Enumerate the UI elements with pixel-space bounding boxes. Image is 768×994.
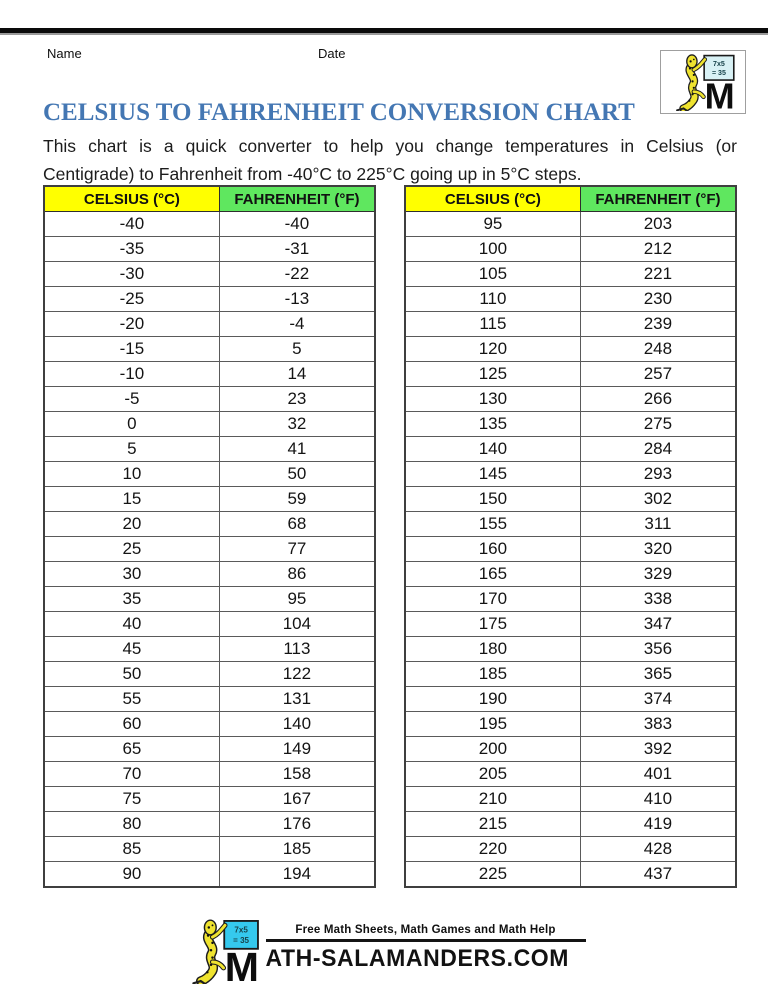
fahrenheit-cell: 356 — [580, 637, 736, 662]
fahrenheit-cell: 77 — [219, 537, 375, 562]
table-row — [405, 812, 736, 837]
celsius-cell: 170 — [405, 587, 580, 612]
fahrenheit-header-cell: FAHRENHEIT (°F) — [219, 186, 375, 212]
fahrenheit-cell: 428 — [580, 837, 736, 862]
fahrenheit-cell: -4 — [219, 312, 375, 337]
celsius-cell: 205 — [405, 762, 580, 787]
table-row — [44, 487, 375, 512]
salamander-icon — [183, 918, 264, 984]
math-salamanders-logo — [660, 50, 746, 114]
table-row — [44, 237, 375, 262]
table-row — [44, 712, 375, 737]
fahrenheit-cell: -31 — [219, 237, 375, 262]
table-row — [44, 462, 375, 487]
table-row — [405, 562, 736, 587]
site-name: ATH-SALAMANDERS.COM — [265, 944, 570, 972]
fahrenheit-cell: 131 — [219, 687, 375, 712]
celsius-cell: -35 — [44, 237, 219, 262]
celsius-cell: 130 — [405, 387, 580, 412]
fahrenheit-cell: 203 — [580, 212, 736, 237]
celsius-cell: 145 — [405, 462, 580, 487]
celsius-cell: 185 — [405, 662, 580, 687]
table-row — [405, 862, 736, 888]
conversion-table-left — [43, 185, 376, 888]
footer-tagline: Free Math Sheets, Math Games and Math Help — [295, 924, 556, 936]
fahrenheit-cell: 275 — [580, 412, 736, 437]
footer-text-block — [266, 924, 586, 971]
table-row — [44, 437, 375, 462]
name-label: Name — [47, 46, 82, 61]
celsius-cell: -30 — [44, 262, 219, 287]
table-row — [44, 387, 375, 412]
table-row — [405, 312, 736, 337]
table-row — [44, 787, 375, 812]
table-row — [405, 337, 736, 362]
footer-logo — [183, 918, 586, 984]
table-row — [44, 537, 375, 562]
logo-m-letter: M — [224, 944, 259, 984]
table-row — [44, 662, 375, 687]
fahrenheit-cell: 230 — [580, 287, 736, 312]
fahrenheit-cell: 284 — [580, 437, 736, 462]
fahrenheit-cell: 68 — [219, 512, 375, 537]
celsius-cell: 165 — [405, 562, 580, 587]
fahrenheit-cell: 158 — [219, 762, 375, 787]
celsius-cell: 110 — [405, 287, 580, 312]
table-row — [44, 812, 375, 837]
fahrenheit-cell: 320 — [580, 537, 736, 562]
celsius-cell: 5 — [44, 437, 219, 462]
fahrenheit-cell: 95 — [219, 587, 375, 612]
fahrenheit-cell: 293 — [580, 462, 736, 487]
celsius-cell: -10 — [44, 362, 219, 387]
fahrenheit-cell: 185 — [219, 837, 375, 862]
fahrenheit-cell: 383 — [580, 712, 736, 737]
conversion-tables — [43, 185, 737, 888]
logo-board-text: = 35 — [232, 935, 249, 945]
celsius-cell: 0 — [44, 412, 219, 437]
fahrenheit-cell: 86 — [219, 562, 375, 587]
fahrenheit-cell: 41 — [219, 437, 375, 462]
date-label: Date — [318, 46, 346, 61]
fahrenheit-cell: 365 — [580, 662, 736, 687]
fahrenheit-cell: 140 — [219, 712, 375, 737]
page-title: CELSIUS TO FAHRENHEIT CONVERSION CHART — [43, 98, 635, 126]
celsius-cell: 135 — [405, 412, 580, 437]
celsius-cell: 100 — [405, 237, 580, 262]
table-row — [405, 287, 736, 312]
fahrenheit-cell: 14 — [219, 362, 375, 387]
celsius-cell: 25 — [44, 537, 219, 562]
table-row — [44, 762, 375, 787]
table-row — [44, 612, 375, 637]
table-row — [405, 462, 736, 487]
table-row — [405, 437, 736, 462]
celsius-cell: 90 — [44, 862, 219, 888]
fahrenheit-cell: 347 — [580, 612, 736, 637]
table-row — [405, 612, 736, 637]
logo-m-letter: M — [704, 75, 735, 111]
fahrenheit-cell: 257 — [580, 362, 736, 387]
table-row — [44, 562, 375, 587]
celsius-cell: 95 — [405, 212, 580, 237]
table-row — [405, 387, 736, 412]
table-row — [44, 637, 375, 662]
celsius-cell: 175 — [405, 612, 580, 637]
fahrenheit-cell: 401 — [580, 762, 736, 787]
conversion-table-right — [404, 185, 737, 888]
celsius-cell: 125 — [405, 362, 580, 387]
celsius-cell: 120 — [405, 337, 580, 362]
salamander-icon — [668, 53, 739, 111]
footer — [0, 918, 768, 984]
table-row — [405, 412, 736, 437]
table-row — [405, 362, 736, 387]
celsius-cell: 105 — [405, 262, 580, 287]
celsius-cell: -25 — [44, 287, 219, 312]
header-rule — [0, 28, 768, 35]
fahrenheit-cell: 392 — [580, 737, 736, 762]
celsius-cell: 75 — [44, 787, 219, 812]
table-row — [44, 312, 375, 337]
celsius-cell: 155 — [405, 512, 580, 537]
fahrenheit-cell: 176 — [219, 812, 375, 837]
table-row — [44, 262, 375, 287]
fahrenheit-cell: 410 — [580, 787, 736, 812]
table-row — [44, 337, 375, 362]
fahrenheit-cell: 248 — [580, 337, 736, 362]
celsius-cell: 50 — [44, 662, 219, 687]
logo-board-text: 7x5 — [712, 59, 725, 68]
table-row — [405, 537, 736, 562]
fahrenheit-cell: 212 — [580, 237, 736, 262]
table-header-row — [405, 186, 736, 212]
table-row — [44, 362, 375, 387]
table-row — [405, 212, 736, 237]
celsius-cell: 15 — [44, 487, 219, 512]
celsius-cell: 85 — [44, 837, 219, 862]
celsius-header-cell: CELSIUS (°C) — [44, 186, 219, 212]
celsius-cell: -5 — [44, 387, 219, 412]
fahrenheit-cell: -13 — [219, 287, 375, 312]
table-row — [405, 737, 736, 762]
celsius-cell: 160 — [405, 537, 580, 562]
fahrenheit-cell: 50 — [219, 462, 375, 487]
table-row — [405, 637, 736, 662]
fahrenheit-cell: 59 — [219, 487, 375, 512]
logo-board-text: 7x5 — [233, 925, 248, 935]
table-row — [44, 412, 375, 437]
celsius-cell: 150 — [405, 487, 580, 512]
table-row — [405, 787, 736, 812]
celsius-cell: 35 — [44, 587, 219, 612]
celsius-cell: 40 — [44, 612, 219, 637]
table-row — [405, 662, 736, 687]
fahrenheit-cell: 239 — [580, 312, 736, 337]
celsius-cell: 65 — [44, 737, 219, 762]
fahrenheit-cell: 149 — [219, 737, 375, 762]
fahrenheit-cell: 113 — [219, 637, 375, 662]
celsius-cell: 60 — [44, 712, 219, 737]
celsius-cell: 115 — [405, 312, 580, 337]
celsius-cell: 55 — [44, 687, 219, 712]
celsius-header-cell: CELSIUS (°C) — [405, 186, 580, 212]
table-row — [405, 762, 736, 787]
fahrenheit-cell: 122 — [219, 662, 375, 687]
celsius-cell: 20 — [44, 512, 219, 537]
table-row — [405, 687, 736, 712]
table-row — [44, 687, 375, 712]
table-row — [405, 512, 736, 537]
celsius-cell: 10 — [44, 462, 219, 487]
fahrenheit-cell: 32 — [219, 412, 375, 437]
celsius-cell: 200 — [405, 737, 580, 762]
fahrenheit-cell: 194 — [219, 862, 375, 888]
celsius-cell: 45 — [44, 637, 219, 662]
logo-board-text: = 35 — [711, 68, 726, 77]
celsius-cell: 180 — [405, 637, 580, 662]
fahrenheit-cell: 311 — [580, 512, 736, 537]
table-row — [44, 737, 375, 762]
fahrenheit-cell: 221 — [580, 262, 736, 287]
celsius-cell: -15 — [44, 337, 219, 362]
fahrenheit-cell: -22 — [219, 262, 375, 287]
table-header-row — [44, 186, 375, 212]
celsius-cell: 225 — [405, 862, 580, 888]
fahrenheit-cell: 437 — [580, 862, 736, 888]
fahrenheit-cell: -40 — [219, 212, 375, 237]
celsius-cell: 195 — [405, 712, 580, 737]
celsius-cell: 70 — [44, 762, 219, 787]
fahrenheit-cell: 329 — [580, 562, 736, 587]
table-row — [44, 287, 375, 312]
table-row — [405, 587, 736, 612]
table-row — [44, 862, 375, 888]
table-row — [405, 262, 736, 287]
table-row — [405, 837, 736, 862]
celsius-cell: 80 — [44, 812, 219, 837]
fahrenheit-cell: 419 — [580, 812, 736, 837]
fahrenheit-cell: 5 — [219, 337, 375, 362]
fahrenheit-cell: 266 — [580, 387, 736, 412]
description-text: This chart is a quick converter to help you change temperatures in Celsius (or Centigrade) to Fahrenheit from -40°C to 225°C going up in 5°C steps. — [43, 135, 737, 184]
table-row — [44, 512, 375, 537]
celsius-cell: 210 — [405, 787, 580, 812]
fahrenheit-cell: 167 — [219, 787, 375, 812]
celsius-cell: -40 — [44, 212, 219, 237]
table-row — [405, 712, 736, 737]
celsius-cell: -20 — [44, 312, 219, 337]
table-row — [44, 587, 375, 612]
fahrenheit-cell: 104 — [219, 612, 375, 637]
fahrenheit-cell: 338 — [580, 587, 736, 612]
table-row — [405, 237, 736, 262]
celsius-cell: 140 — [405, 437, 580, 462]
celsius-cell: 30 — [44, 562, 219, 587]
fahrenheit-header-cell: FAHRENHEIT (°F) — [580, 186, 736, 212]
celsius-cell: 220 — [405, 837, 580, 862]
table-row — [44, 837, 375, 862]
fahrenheit-cell: 374 — [580, 687, 736, 712]
table-row — [405, 487, 736, 512]
celsius-cell: 215 — [405, 812, 580, 837]
footer-rule — [266, 939, 586, 942]
fahrenheit-cell: 302 — [580, 487, 736, 512]
celsius-cell: 190 — [405, 687, 580, 712]
fahrenheit-cell: 23 — [219, 387, 375, 412]
table-row — [44, 212, 375, 237]
